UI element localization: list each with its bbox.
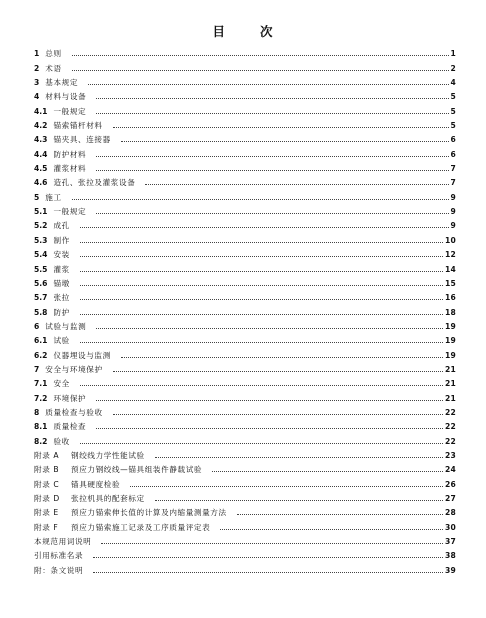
toc-dot-leader	[80, 271, 443, 272]
toc-entry-page: 9	[450, 192, 456, 202]
toc-dot-leader	[80, 285, 443, 286]
toc-entry[interactable]	[34, 259, 456, 273]
toc-entry-label: 引用标准名录	[34, 551, 84, 561]
page-title-char-2: 次	[260, 24, 274, 39]
toc-dot-leader	[96, 98, 448, 99]
toc-entry[interactable]	[34, 331, 456, 345]
toc-entry[interactable]	[34, 73, 456, 87]
toc-entry-page: 23	[445, 450, 456, 460]
toc-dot-leader	[72, 199, 449, 200]
toc-entry-page: 12	[445, 250, 456, 260]
toc-entry-label: 灌浆材料	[53, 164, 87, 174]
toc-entry-label: 材料与设备	[45, 92, 87, 102]
toc-entry-number: 5.1	[34, 207, 48, 217]
toc-entry-label: 成孔	[53, 221, 70, 231]
toc-entry-label: 总则	[45, 49, 62, 59]
toc-entry-page: 5	[450, 121, 456, 131]
toc-entry[interactable]	[34, 101, 456, 115]
toc-dot-leader	[101, 543, 443, 544]
toc-entry[interactable]	[34, 388, 456, 402]
toc-dot-leader	[96, 400, 443, 401]
toc-entry-number: 5.2	[34, 221, 48, 231]
toc-dot-leader	[93, 572, 443, 573]
toc-dot-leader	[96, 428, 443, 429]
page-title	[0, 22, 486, 40]
toc-entry-number: 4.2	[34, 121, 48, 131]
toc-entry-label: 质量检查	[53, 422, 87, 432]
toc-dot-leader	[72, 55, 449, 56]
toc-entry-label: 锚夹具、连接器	[53, 135, 111, 145]
toc-entry[interactable]	[34, 202, 456, 216]
toc-entry[interactable]	[34, 116, 456, 130]
toc-dot-leader	[121, 141, 449, 142]
toc-entry-number: 5.4	[34, 250, 48, 260]
toc-entry-page: 15	[445, 278, 456, 288]
toc-entry-page: 6	[450, 149, 456, 159]
toc-entry[interactable]	[34, 274, 456, 288]
toc-entry-label: 防护材料	[53, 149, 87, 159]
toc-entry-number: 附录 B	[34, 465, 60, 475]
toc-entry-number: 6	[34, 321, 40, 331]
toc-entry-page: 19	[445, 350, 456, 360]
toc-entry[interactable]	[34, 230, 456, 244]
toc-entry-label: 锚索锚杆材料	[53, 121, 103, 131]
toc-entry-label: 钢绞线力学性能试验	[71, 450, 145, 460]
toc-entry-page: 21	[445, 379, 456, 389]
toc-dot-leader	[80, 299, 443, 300]
toc-entry-label: 术语	[45, 63, 62, 73]
toc-entry-number: 1	[34, 49, 40, 59]
toc-entry-page: 7	[450, 164, 456, 174]
toc-entry-page: 16	[445, 293, 456, 303]
toc-entry-label: 锚墩	[53, 278, 70, 288]
toc-entry-label: 张拉	[53, 293, 70, 303]
toc-entry-page: 27	[445, 494, 456, 503]
toc-entry[interactable]	[34, 546, 456, 560]
toc-entry-label: 质量检查与验收	[45, 407, 103, 417]
toc-entry[interactable]	[34, 417, 456, 431]
toc-entry-page: 19	[445, 321, 456, 331]
toc-entry-number: 5.8	[34, 307, 48, 317]
toc-entry[interactable]	[34, 144, 456, 158]
toc-entry-label: 试验	[53, 336, 70, 346]
toc-entry-number: 4.5	[34, 164, 48, 174]
toc-entry-label: 预应力钢绞线—锚具组装件静载试验	[71, 465, 203, 475]
toc-entry-label: 环境保护	[53, 393, 87, 403]
toc-dot-leader	[80, 227, 449, 228]
toc-entry-label: 张拉机具的配套标定	[71, 494, 145, 503]
toc-entry[interactable]	[34, 44, 456, 58]
toc-dot-leader	[113, 127, 449, 128]
toc-entry-page: 9	[450, 207, 456, 217]
toc-dot-leader	[80, 385, 443, 386]
toc-entry-number: 5.6	[34, 278, 48, 288]
toc-dot-leader	[212, 471, 443, 472]
toc-entry-page: 37	[445, 537, 456, 547]
toc-entry[interactable]	[34, 374, 456, 388]
toc-dot-leader	[93, 557, 443, 558]
table-of-contents	[34, 44, 456, 575]
toc-entry-page: 38	[445, 551, 456, 561]
toc-entry-page: 24	[445, 465, 456, 475]
toc-entry[interactable]	[34, 560, 456, 574]
toc-entry[interactable]	[34, 446, 456, 460]
toc-entry-page: 22	[445, 407, 456, 417]
toc-entry-label: 锚具硬度检验	[71, 479, 121, 489]
toc-dot-leader	[96, 213, 448, 214]
toc-entry-label: 一般规定	[53, 207, 87, 217]
toc-entry-page: 26	[445, 479, 456, 489]
toc-dot-leader	[80, 256, 443, 257]
toc-entry[interactable]	[34, 173, 456, 187]
page-title-char-1: 目	[212, 24, 226, 39]
toc-dot-leader	[155, 500, 443, 501]
toc-entry-page: 10	[445, 235, 456, 245]
toc-entry-page: 22	[445, 436, 456, 446]
toc-entry[interactable]	[34, 403, 456, 417]
toc-dot-leader	[237, 514, 443, 515]
toc-entry[interactable]	[34, 460, 456, 474]
toc-entry[interactable]	[34, 317, 456, 331]
toc-entry-number: 5.5	[34, 264, 48, 274]
toc-entry-number: 5.3	[34, 235, 48, 245]
toc-entry-page: 2	[450, 63, 456, 73]
toc-entry-page: 9	[450, 221, 456, 231]
toc-entry[interactable]	[34, 245, 456, 259]
toc-entry-label: 本规范用词说明	[34, 537, 92, 547]
toc-entry-label: 制作	[53, 235, 70, 245]
toc-entry[interactable]	[34, 130, 456, 144]
toc-entry-label: 附：条文说明	[34, 565, 84, 575]
toc-entry[interactable]	[34, 474, 456, 488]
toc-entry-number: 附录 F	[34, 522, 59, 532]
toc-entry-number: 2	[34, 63, 40, 73]
toc-entry[interactable]	[34, 532, 456, 546]
toc-dot-leader	[72, 70, 449, 71]
toc-entry[interactable]	[34, 345, 456, 359]
toc-entry[interactable]	[34, 431, 456, 445]
toc-entry-label: 仪器埋设与监测	[53, 350, 111, 360]
toc-entry-label: 试验与监测	[45, 321, 87, 331]
toc-entry-number: 8	[34, 407, 40, 417]
toc-entry-label: 预应力锚索施工记录及工序质量评定表	[71, 522, 211, 532]
toc-entry-number: 4.4	[34, 149, 48, 159]
toc-entry[interactable]	[34, 87, 456, 101]
toc-entry-label: 基本规定	[45, 78, 79, 88]
toc-entry-label: 安全	[53, 379, 70, 389]
toc-entry[interactable]	[34, 503, 456, 517]
toc-entry-number: 6.1	[34, 336, 48, 346]
toc-entry-number: 附录 C	[34, 479, 60, 489]
toc-entry-page: 39	[445, 565, 456, 575]
toc-dot-leader	[96, 328, 443, 329]
toc-entry[interactable]	[34, 360, 456, 374]
toc-dot-leader	[80, 242, 443, 243]
toc-entry-number: 4.1	[34, 106, 48, 116]
toc-entry-number: 7.1	[34, 379, 48, 389]
toc-dot-leader	[130, 486, 443, 487]
toc-entry[interactable]	[34, 489, 456, 503]
toc-dot-leader	[121, 357, 443, 358]
toc-dot-leader	[96, 156, 448, 157]
toc-entry-number: 附录 A	[34, 450, 60, 460]
toc-entry-page: 19	[445, 336, 456, 346]
toc-entry-number: 8.1	[34, 422, 48, 432]
toc-entry-number: 4	[34, 92, 40, 102]
toc-entry-page: 5	[450, 106, 456, 116]
toc-dot-leader	[113, 414, 443, 415]
toc-entry-label: 施工	[45, 192, 62, 202]
toc-entry-label: 安装	[53, 250, 70, 260]
toc-dot-leader	[96, 113, 448, 114]
toc-entry-label: 验收	[53, 436, 70, 446]
toc-entry-page: 28	[445, 508, 456, 518]
toc-entry-number: 5	[34, 192, 40, 202]
toc-entry-number: 7	[34, 364, 40, 374]
toc-entry[interactable]	[34, 216, 456, 230]
toc-entry-page: 30	[445, 522, 456, 532]
toc-entry-page: 5	[450, 92, 456, 102]
toc-entry-number: 6.2	[34, 350, 48, 360]
toc-dot-leader	[155, 457, 443, 458]
toc-entry-label: 造孔、张拉及灌浆设备	[53, 178, 136, 188]
toc-entry-page: 7	[450, 178, 456, 188]
toc-entry[interactable]	[34, 517, 456, 531]
toc-dot-leader	[80, 443, 443, 444]
toc-dot-leader	[80, 314, 443, 315]
toc-entry-page: 1	[450, 49, 456, 59]
toc-entry[interactable]	[34, 58, 456, 72]
toc-entry-label: 预应力锚索伸长值的计算及内缩量测量方法	[71, 508, 227, 518]
toc-entry[interactable]	[34, 288, 456, 302]
toc-dot-leader	[113, 371, 443, 372]
toc-entry-number: 5.7	[34, 293, 48, 303]
toc-entry-number: 8.2	[34, 436, 48, 446]
toc-entry-page: 14	[445, 264, 456, 274]
toc-dot-leader	[80, 342, 443, 343]
toc-entry-label: 一般规定	[53, 106, 87, 116]
toc-entry[interactable]	[34, 187, 456, 201]
toc-dot-leader	[96, 170, 448, 171]
toc-entry-page: 6	[450, 135, 456, 145]
toc-entry-page: 21	[445, 364, 456, 374]
toc-entry-label: 灌浆	[53, 264, 70, 274]
toc-entry-page: 4	[450, 78, 456, 88]
toc-entry-number: 3	[34, 78, 40, 88]
toc-entry-label: 防护	[53, 307, 70, 317]
toc-dot-leader	[88, 84, 448, 85]
toc-entry-number: 4.6	[34, 178, 48, 188]
toc-entry-page: 21	[445, 393, 456, 403]
toc-entry[interactable]	[34, 159, 456, 173]
toc-entry-number: 7.2	[34, 393, 48, 403]
toc-entry-page: 22	[445, 422, 456, 432]
toc-dot-leader	[145, 184, 448, 185]
toc-entry-label: 安全与环境保护	[45, 364, 103, 374]
toc-entry[interactable]	[34, 302, 456, 316]
toc-entry-page: 18	[445, 307, 456, 317]
toc-dot-leader	[220, 529, 443, 530]
toc-entry-number: 4.3	[34, 135, 48, 145]
toc-entry-number: 附录 E	[34, 508, 59, 518]
toc-entry-number: 附录 D	[34, 494, 60, 503]
